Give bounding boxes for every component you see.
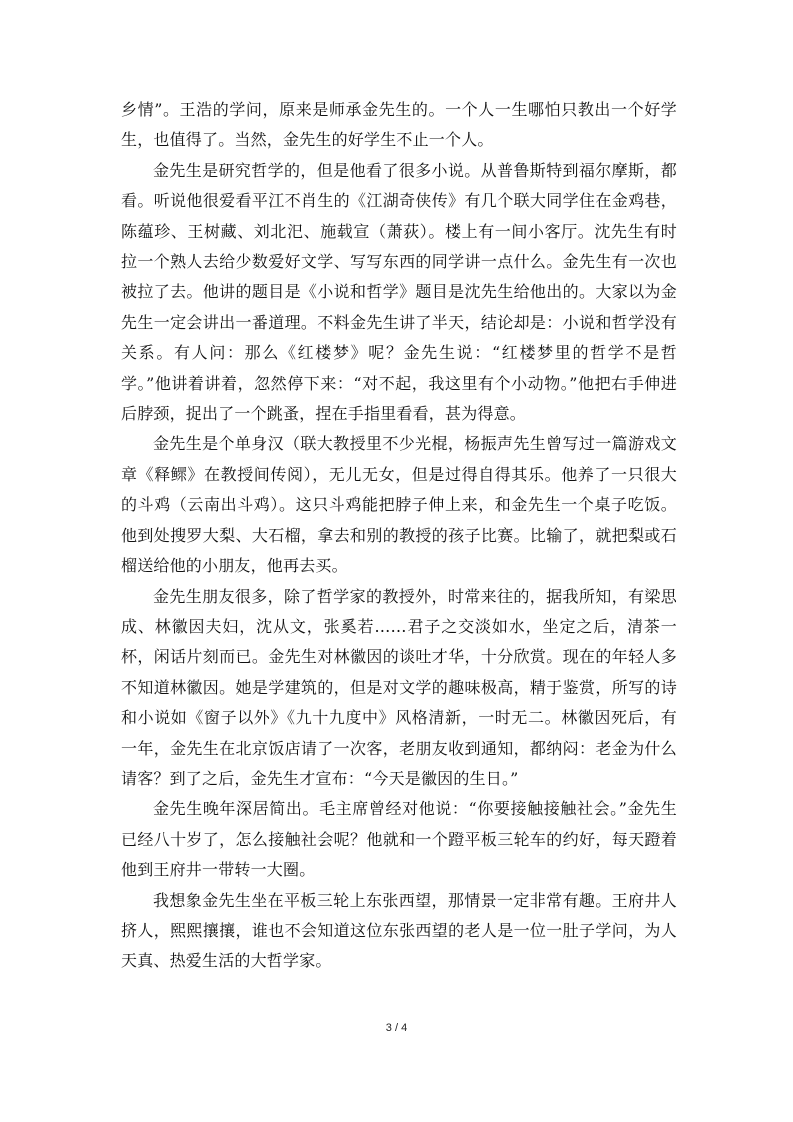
paragraph-friends: 金先生朋友很多，除了哲学家的教授外，时常来往的，据我所知，有梁思成、林徽因夫妇，沈从文，张奚若……君子之交淡如水，坐定之后，清茶一杯，闲话片刻而已。金先生对林徽因的谈吐才华，十分欣赏。现在的年轻人多不知道林徽因。她是学建筑的，但是对文学的趣味极高，精于鉴赏，所写的诗和小说如《窗子以外》《九十九度中》风格清新，一时无二。林徽因死后，有一年，金先生在北京饭店请了一次客，老朋友收到通知，都纳闷：老金为什么请客？到了之后，金先生才宣布：“今天是徽因的生日。” (121, 586, 677, 788)
page-number: 3 / 4 (385, 1022, 408, 1034)
article-body (121, 95, 677, 977)
paragraph-continued: 乡情”。王浩的学问，原来是师承金先生的。一个人一生哪怕只教出一个好学生，也值得了。当然，金先生的好学生不止一个人。 (121, 100, 677, 150)
paragraph-bachelor-life: 金先生是个单身汉（联大教授里不少光棍，杨振声先生曾写过一篇游戏文章《释鳏》在教授间传阅），无儿无女，但是过得自得其乐。他养了一只很大的斗鸡（云南出斗鸡）。这只斗鸡能把脖子伸上来，和金先生一个桌子吃饭。他到处搜罗大梨、大石榴，拿去和别的教授的孩子比赛。比输了，就把梨或石榴送给他的小朋友，他再去买。 (121, 434, 677, 576)
paragraph-closing: 我想象金先生坐在平板三轮上东张西望，那情景一定非常有趣。王府井人挤人，熙熙攘攘，谁也不会知道这位东张西望的老人是一位一肚子学问，为人天真、热爱生活的大哲学家。 (121, 890, 677, 971)
paragraph-novels-and-philosophy: 金先生是研究哲学的，但是他看了很多小说。从普鲁斯特到福尔摩斯，都看。听说他很爱看平江不肖生的《江湖奇侠传》有几个联大同学住在金鸡巷，陈蕴珍、王树藏、刘北汜、施载宣（萧荻）。楼上有一间小客厅。沈先生有时拉一个熟人去给少数爱好文学、写写东西的同学讲一点什么。金先生有一次也被拉了去。他讲的题目是《小说和哲学》题目是沈先生给他出的。大家以为金先生一定会讲出一番道理。不料金先生讲了半天，结论却是：小说和哲学没有关系。有人问：那么《红楼梦》呢？金先生说：“红楼梦里的哲学不是哲学。”他讲着讲着，忽然停下来：“对不起，我这里有个小动物。”他把右手伸进后脖颈，捉出了一个跳蚤，捏在手指里看看，甚为得意。 (121, 160, 677, 424)
paragraph-later-years: 金先生晚年深居简出。毛主席曾经对他说：“你要接触接触社会。”金先生已经八十岁了，怎么接触社会呢？他就和一个蹬平板三轮车的约好，每天蹬着他到王府井一带转一大圈。 (121, 799, 677, 880)
